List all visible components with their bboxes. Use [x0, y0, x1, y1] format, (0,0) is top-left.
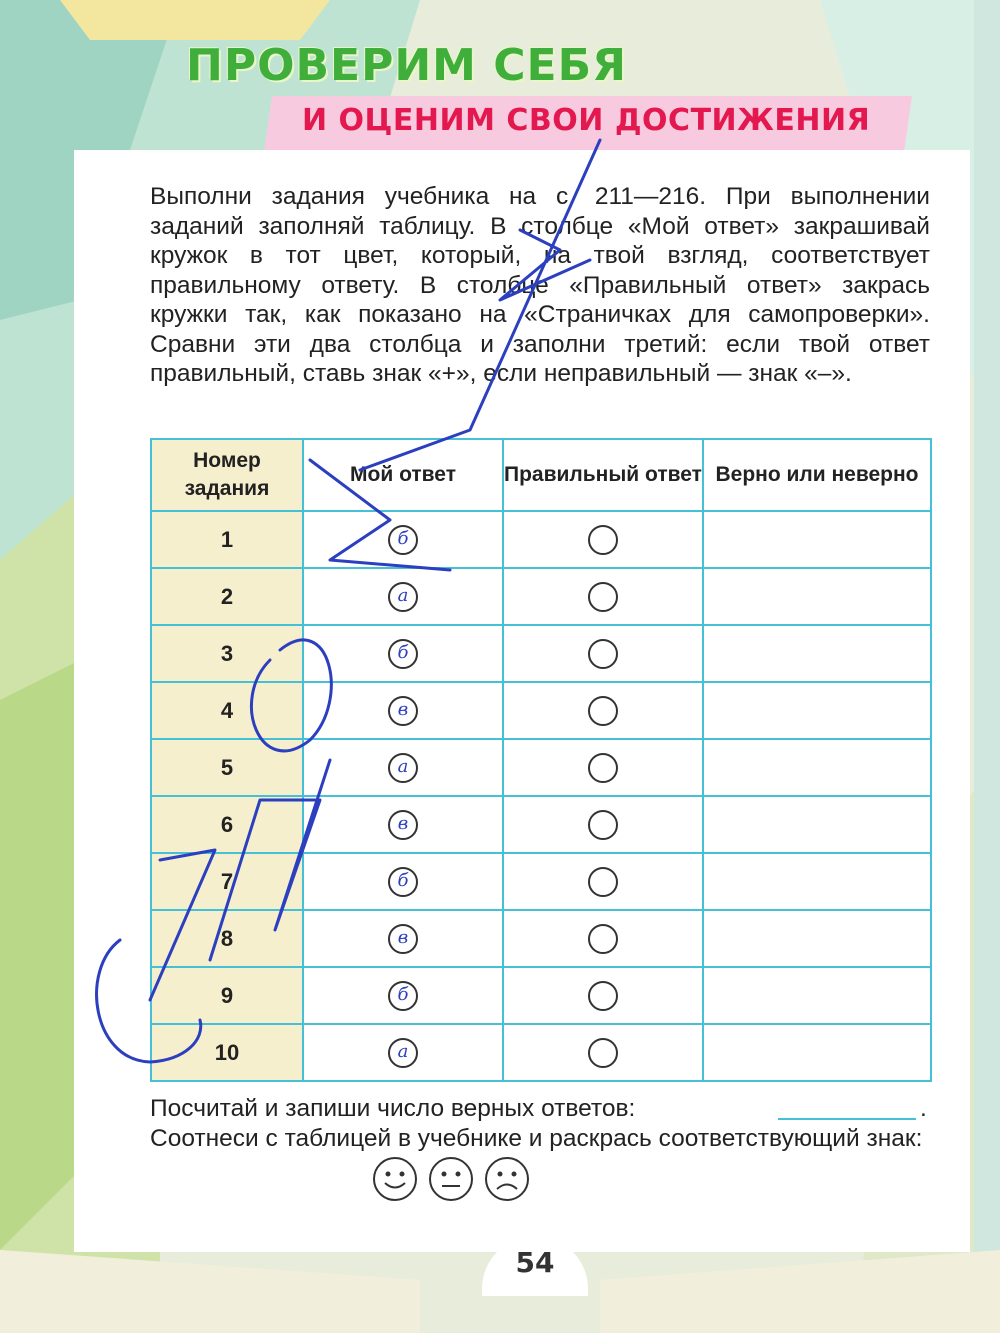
- correct-answer-cell[interactable]: [503, 853, 703, 910]
- happy-face-icon[interactable]: [372, 1156, 418, 1202]
- my-answer-cell[interactable]: [303, 682, 503, 739]
- result-cell[interactable]: [703, 511, 931, 568]
- task-number-cell: 3: [151, 625, 303, 682]
- task-number-cell: 9: [151, 967, 303, 1024]
- correct-answer-circle[interactable]: [588, 639, 618, 669]
- result-cell[interactable]: [703, 853, 931, 910]
- sad-face-icon[interactable]: [484, 1156, 530, 1202]
- my-answer-cell[interactable]: [303, 910, 503, 967]
- my-answer-letter: в: [397, 926, 409, 948]
- page-subtitle: И ОЦЕНИМ СВОИ ДОСТИЖЕНИЯ: [302, 103, 871, 138]
- task-number-cell: 4: [151, 682, 303, 739]
- task-number-cell: 1: [151, 511, 303, 568]
- header-correct-answer: Правильный ответ: [503, 439, 703, 511]
- correct-answer-circle[interactable]: [588, 810, 618, 840]
- correct-answer-cell[interactable]: [503, 625, 703, 682]
- correct-answer-circle[interactable]: [588, 867, 618, 897]
- my-answer-letter: б: [397, 641, 409, 663]
- my-answer-letter: а: [397, 1040, 409, 1062]
- correct-answer-cell[interactable]: [503, 796, 703, 853]
- table-row: [151, 739, 931, 796]
- result-cell[interactable]: [703, 967, 931, 1024]
- task-number-cell: 6: [151, 796, 303, 853]
- correct-answer-circle[interactable]: [588, 753, 618, 783]
- my-answer-letter: в: [397, 812, 409, 834]
- my-answer-cell[interactable]: [303, 967, 503, 1024]
- table-row: [151, 682, 931, 739]
- result-cell[interactable]: [703, 682, 931, 739]
- header-task-number: Номер задания: [151, 439, 303, 511]
- correct-answer-cell[interactable]: [503, 511, 703, 568]
- my-answer-letter: б: [397, 527, 409, 549]
- correct-answer-cell[interactable]: [503, 739, 703, 796]
- neutral-face-icon[interactable]: [428, 1156, 474, 1202]
- correct-answer-circle[interactable]: [588, 1038, 618, 1068]
- correct-answer-circle[interactable]: [588, 582, 618, 612]
- compare-prompt: Соотнеси с таблицей в учебнике и раскрась соответствующий знак:: [150, 1124, 923, 1152]
- correct-answer-cell[interactable]: [503, 967, 703, 1024]
- my-answer-circle[interactable]: [388, 981, 418, 1011]
- table-header-row: [151, 439, 931, 511]
- count-prompt-line: Посчитай и запиши число верных ответов: .: [150, 1095, 927, 1122]
- my-answer-circle[interactable]: [388, 639, 418, 669]
- result-cell[interactable]: [703, 739, 931, 796]
- my-answer-circle[interactable]: [388, 867, 418, 897]
- table-row: [151, 796, 931, 853]
- my-answer-circle[interactable]: [388, 924, 418, 954]
- task-number-cell: 8: [151, 910, 303, 967]
- my-answer-cell[interactable]: [303, 511, 503, 568]
- table-row: [151, 853, 931, 910]
- correct-answer-circle[interactable]: [588, 924, 618, 954]
- result-cell[interactable]: [703, 625, 931, 682]
- my-answer-letter: а: [397, 755, 409, 777]
- answer-blank[interactable]: [778, 1118, 916, 1120]
- count-prompt: Посчитай и запиши число верных ответов:: [150, 1095, 636, 1122]
- answers-table: [150, 438, 932, 1082]
- my-answer-letter: б: [397, 983, 409, 1005]
- table-row: [151, 625, 931, 682]
- table-row: [151, 1024, 931, 1081]
- footer-section: [150, 1094, 930, 1153]
- task-number-cell: 5: [151, 739, 303, 796]
- my-answer-letter: в: [397, 698, 409, 720]
- my-answer-circle[interactable]: [388, 525, 418, 555]
- table-row: [151, 511, 931, 568]
- table-row: [151, 967, 931, 1024]
- page-number: 54: [515, 1246, 555, 1279]
- correct-answer-circle[interactable]: [588, 981, 618, 1011]
- my-answer-cell[interactable]: [303, 568, 503, 625]
- correct-answer-circle[interactable]: [588, 696, 618, 726]
- task-number-cell: 2: [151, 568, 303, 625]
- my-answer-cell[interactable]: [303, 796, 503, 853]
- header-my-answer: Мой ответ: [303, 439, 503, 511]
- result-cell[interactable]: [703, 568, 931, 625]
- my-answer-cell[interactable]: [303, 1024, 503, 1081]
- task-number-cell: 10: [151, 1024, 303, 1081]
- correct-answer-cell[interactable]: [503, 568, 703, 625]
- smiley-group: [372, 1156, 530, 1202]
- my-answer-letter: а: [397, 584, 409, 606]
- my-answer-cell[interactable]: [303, 853, 503, 910]
- my-answer-letter: б: [397, 869, 409, 891]
- task-number-cell: 7: [151, 853, 303, 910]
- correct-answer-cell[interactable]: [503, 1024, 703, 1081]
- my-answer-circle[interactable]: [388, 582, 418, 612]
- result-cell[interactable]: [703, 796, 931, 853]
- result-cell[interactable]: [703, 910, 931, 967]
- my-answer-circle[interactable]: [388, 753, 418, 783]
- result-cell[interactable]: [703, 1024, 931, 1081]
- instructions-text: Выполни задания учебника на с. 211—216. При выполнении заданий заполняй таблицу. В столбце «Мой ответ» закрашивай кружок в тот цвет, который, на твой взгляд, соответствует правильному ответу. В столбце «Правильный ответ» закрась кружки так, как показано на «Страничках для самопроверки». Сравни эти два столбца и заполни третий: если твой ответ правильный, ставь знак «+», если неправильный — знак «–».: [150, 183, 930, 387]
- correct-answer-cell[interactable]: [503, 682, 703, 739]
- table-row: [151, 568, 931, 625]
- page-title: ПРОВЕРИМ СЕБЯ: [186, 40, 628, 91]
- correct-answer-cell[interactable]: [503, 910, 703, 967]
- correct-answer-circle[interactable]: [588, 525, 618, 555]
- my-answer-circle[interactable]: [388, 696, 418, 726]
- my-answer-cell[interactable]: [303, 625, 503, 682]
- my-answer-circle[interactable]: [388, 1038, 418, 1068]
- my-answer-circle[interactable]: [388, 810, 418, 840]
- my-answer-cell[interactable]: [303, 739, 503, 796]
- table-row: [151, 910, 931, 967]
- header-right-or-wrong: Верно или неверно: [703, 439, 931, 511]
